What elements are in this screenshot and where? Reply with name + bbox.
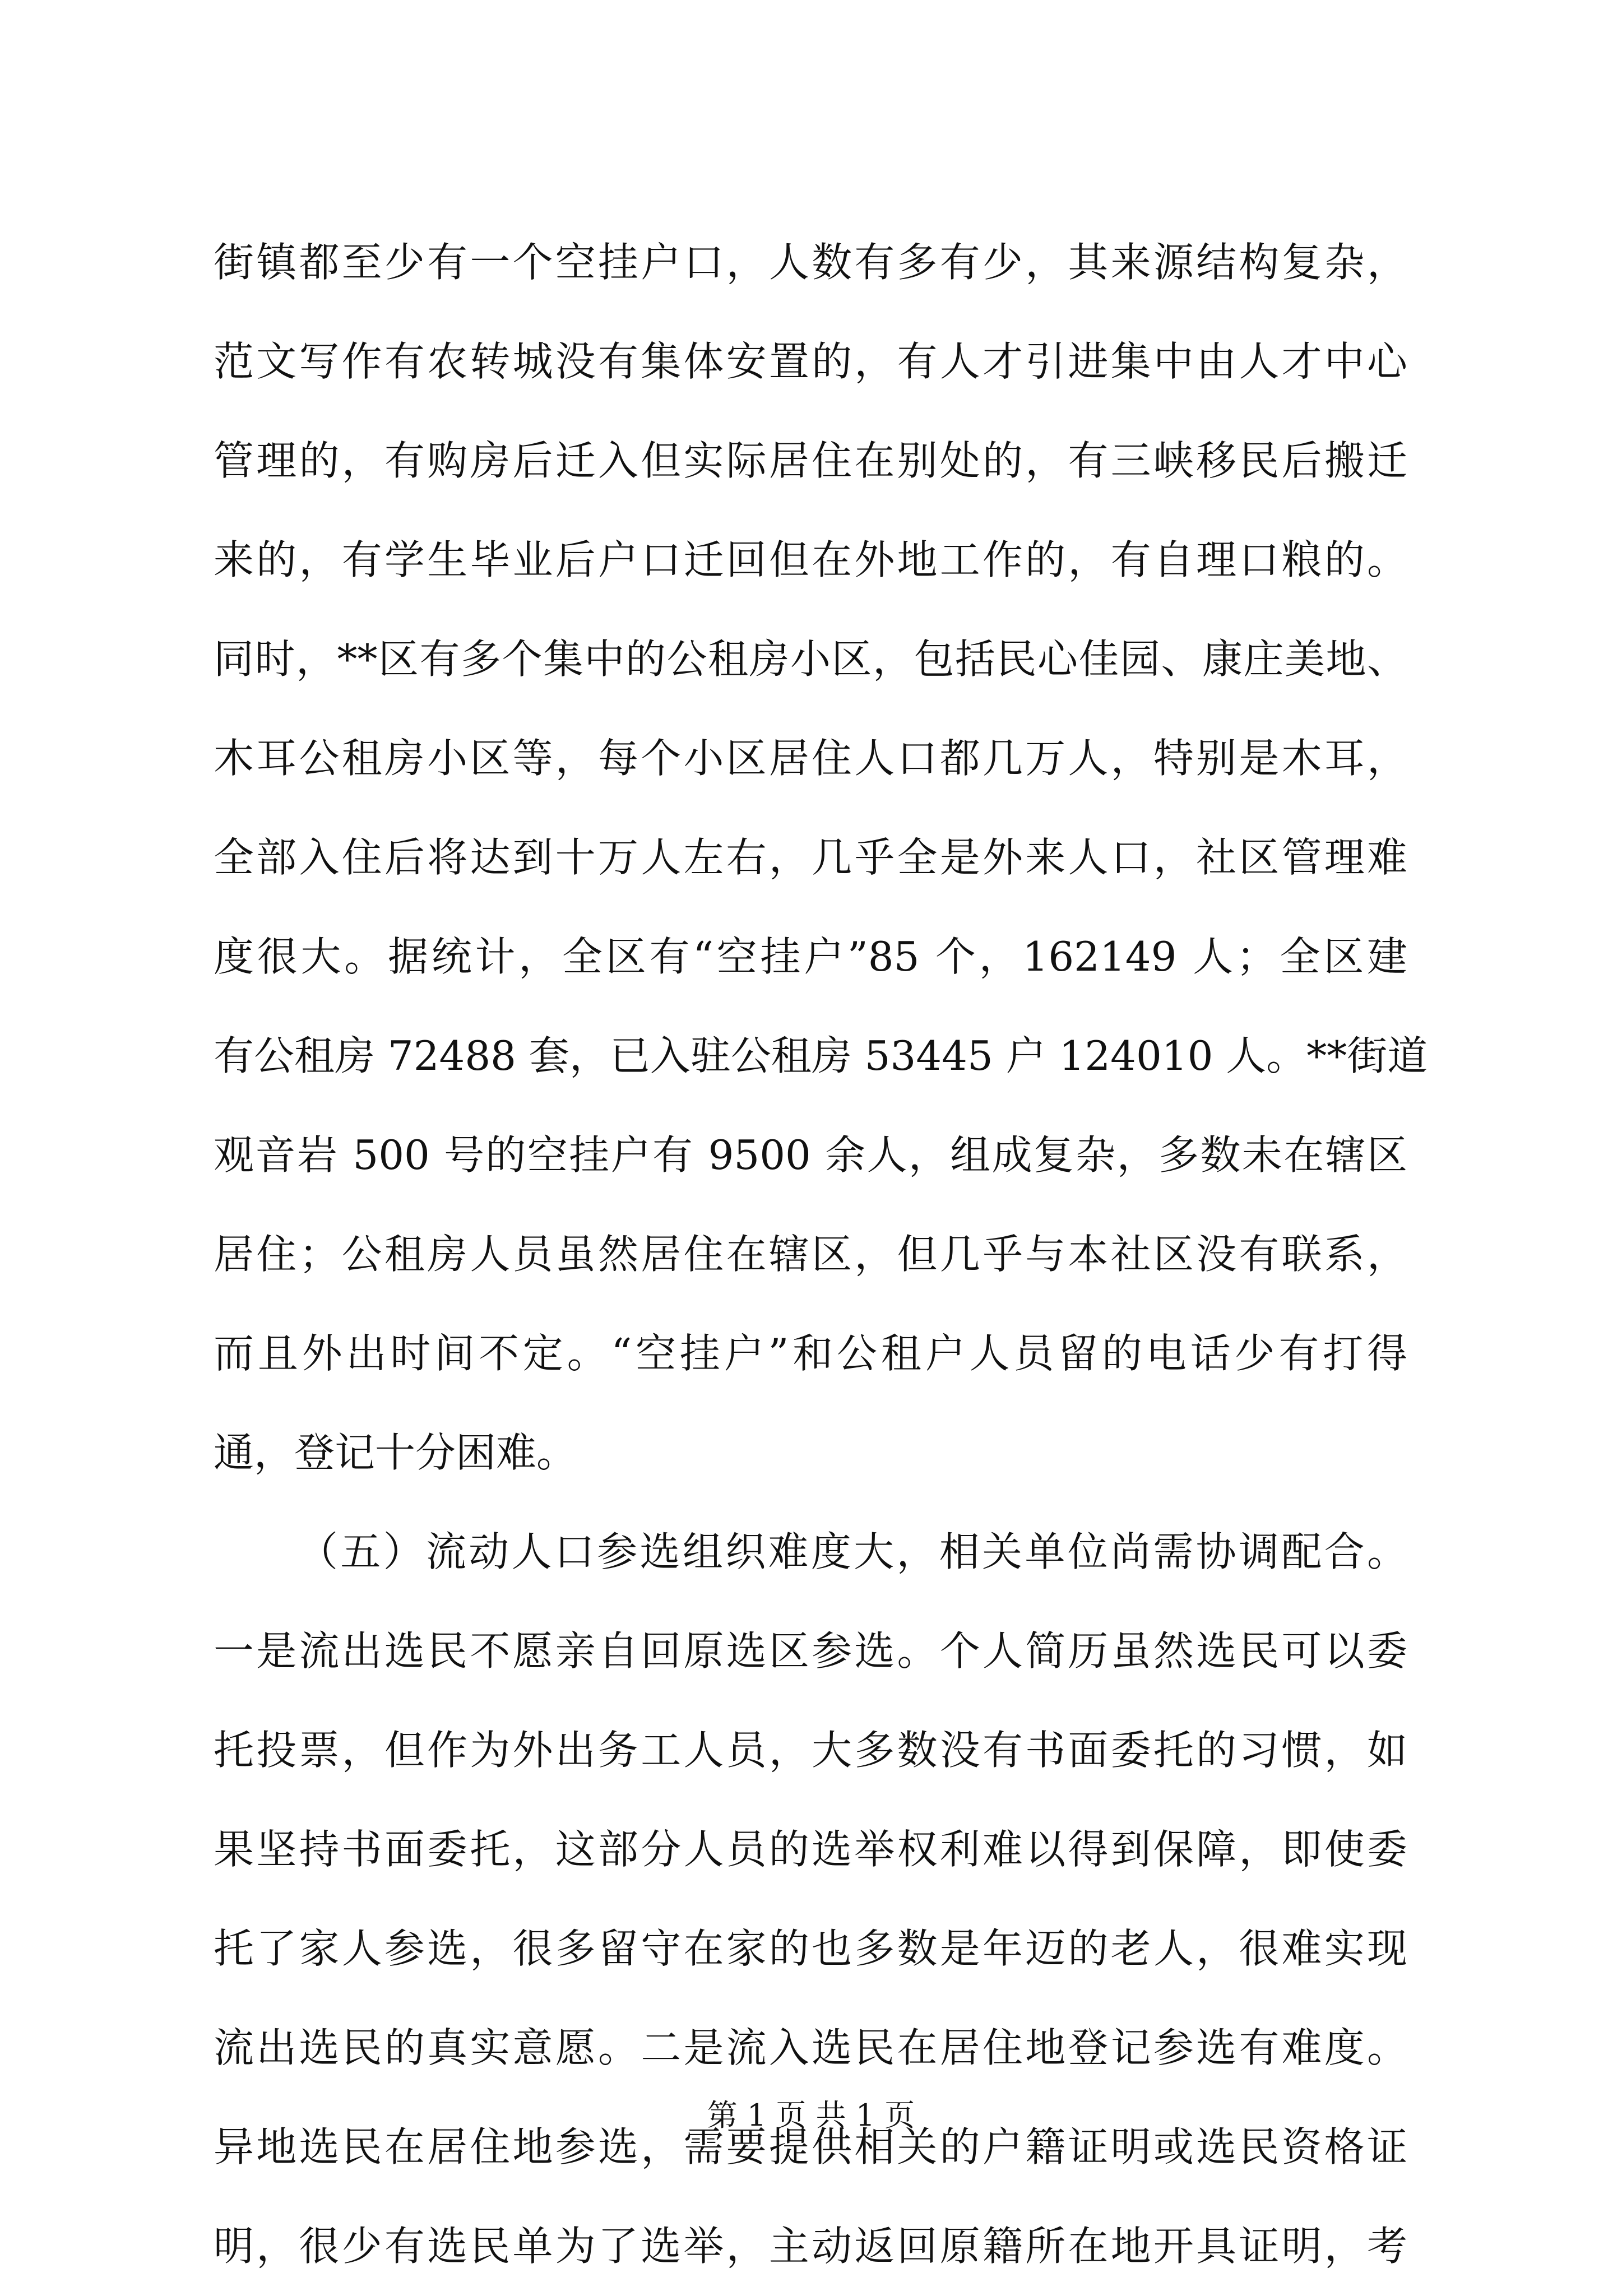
text-line: 明，很少有选民单为了选举，主动返回原籍所在地开具证明，考 bbox=[214, 2223, 1407, 2270]
document-body bbox=[214, 213, 1428, 2296]
text-line: 居住；公租房人员虽然居住在辖区，但几乎与本社区没有联系， bbox=[214, 1231, 1407, 1278]
text-line: 而且外出时间不定。“空挂户”和公租户人员留的电话少有打得 bbox=[214, 1330, 1407, 1377]
text-line: 范文写作有农转城没有集体安置的，有人才引进集中由人才中心 bbox=[214, 338, 1407, 385]
text-line: 全部入住后将达到十万人左右，几乎全是外来人口，社区管理难 bbox=[214, 834, 1407, 881]
text-line: 异地选民在居住地参选，需要提供相关的户籍证明或选民资格证 bbox=[214, 2123, 1407, 2170]
paragraph-end-line: 通，登记十分困难。 bbox=[214, 1429, 577, 1476]
text-line: 流出选民的真实意愿。二是流入选民在居住地登记参选有难度。 bbox=[214, 2024, 1407, 2071]
text-line: 托投票，但作为外出务工人员，大多数没有书面委托的习惯，如 bbox=[214, 1727, 1407, 1774]
text-line: 度很大。据统计，全区有“空挂户”85 个，162149 人；全区建 bbox=[214, 933, 1407, 980]
text-line: 托了家人参选，很多留守在家的也多数是年迈的老人，很难实现 bbox=[214, 1925, 1407, 1972]
text-line: 来的，有学生毕业后户口迁回但在外地工作的，有自理口粮的。 bbox=[214, 536, 1407, 583]
page-footer: 第 1 页 共 1 页 bbox=[707, 2098, 915, 2133]
text-line: 管理的，有购房后迁入但实际居住在别处的，有三峡移民后搬迁 bbox=[214, 437, 1407, 484]
text-line: 一是流出选民不愿亲自回原选区参选。个人简历虽然选民可以委 bbox=[214, 1627, 1407, 1675]
text-line: 同时，**区有多个集中的公租房小区，包括民心佳园、康庄美地、 bbox=[214, 636, 1407, 683]
text-line: 有公租房 72488 套，已入驻公租房 53445 户 124010 人。**街道 bbox=[214, 1032, 1428, 1079]
text-line: 观音岩 500 号的空挂户有 9500 余人，组成复杂，多数未在辖区 bbox=[214, 1131, 1407, 1179]
text-line: 街镇都至少有一个空挂户口，人数有多有少，其来源结构复杂， bbox=[214, 239, 1407, 286]
section-heading-line: （五）流动人口参选组织难度大，相关单位尚需协调配合。 bbox=[298, 1528, 1407, 1575]
text-line: 果坚持书面委托，这部分人员的选举权利难以得到保障，即使委 bbox=[214, 1826, 1407, 1873]
text-line: 木耳公租房小区等，每个小区居住人口都几万人，特别是木耳， bbox=[214, 735, 1407, 782]
